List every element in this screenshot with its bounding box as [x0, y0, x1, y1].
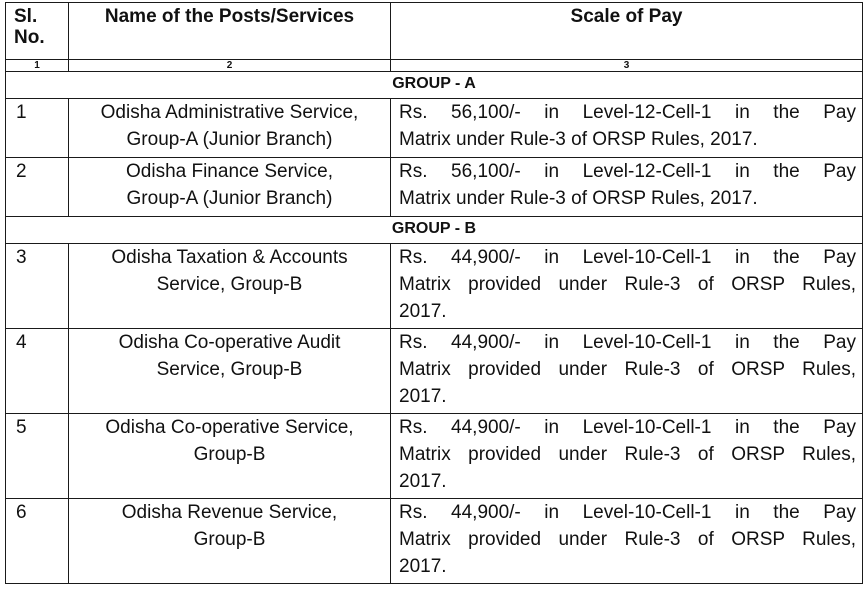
post-name-line: Service, Group-B: [156, 359, 303, 380]
table-row: [6, 158, 863, 217]
post-name-line: Group-A (Junior Branch): [126, 129, 333, 150]
row-scale-of-pay: [391, 99, 863, 158]
row-scale-of-pay: [391, 329, 863, 414]
row-post-name: [69, 329, 391, 414]
row-sl-number: 4: [6, 329, 69, 414]
pay-line: 2017.: [399, 471, 447, 492]
post-name-line: Group-A (Junior Branch): [126, 188, 333, 209]
post-name-line: Odisha Co-operative Audit: [118, 332, 341, 353]
post-name-line: Odisha Finance Service,: [126, 161, 333, 182]
post-name-line: Group-B: [193, 444, 266, 465]
group-header-row: [6, 72, 863, 99]
pay-line: Rs. 56,100/- in Level-12-Cell-1 in the Pay: [399, 102, 856, 123]
table-row: [6, 244, 863, 329]
pay-line: Rs. 44,900/- in Level-10-Cell-1 in the Pay: [399, 502, 856, 523]
pay-line: Matrix under Rule-3 of ORSP Rules, 2017.: [399, 188, 758, 209]
row-post-name: [69, 499, 391, 584]
post-name-line: Odisha Taxation & Accounts: [111, 247, 348, 268]
post-name-line: Service, Group-B: [156, 274, 303, 295]
post-name-line: Odisha Co-operative Service,: [105, 417, 354, 438]
column-number-3: 3: [391, 60, 863, 72]
row-sl-number: 6: [6, 499, 69, 584]
row-sl-number: 5: [6, 414, 69, 499]
row-post-name: [69, 244, 391, 329]
table-row: [6, 414, 863, 499]
sl-no-header: [6, 3, 69, 60]
pay-line: Matrix provided under Rule-3 of ORSP Rules,: [399, 359, 856, 380]
row-post-name: [69, 99, 391, 158]
pay-scale-table: [5, 2, 863, 584]
post-name-line: Odisha Administrative Service,: [100, 102, 359, 123]
row-scale-of-pay: [391, 414, 863, 499]
pay-line: Matrix provided under Rule-3 of ORSP Rules,: [399, 529, 856, 550]
table-row: [6, 99, 863, 158]
pay-line: Rs. 44,900/- in Level-10-Cell-1 in the Pay: [399, 247, 856, 268]
column-number-1: 1: [6, 60, 69, 72]
pay-line: 2017.: [399, 301, 447, 322]
pay-line: 2017.: [399, 556, 447, 577]
pay-line: Rs. 44,900/- in Level-10-Cell-1 in the Pay: [399, 417, 856, 438]
group-header-row: [6, 217, 863, 244]
column-number-2: 2: [69, 60, 391, 72]
post-name-line: Group-B: [193, 529, 266, 550]
pay-line: 2017.: [399, 386, 447, 407]
row-scale-of-pay: [391, 158, 863, 217]
row-scale-of-pay: [391, 499, 863, 584]
column-number-row: [6, 60, 863, 72]
post-name-line: Odisha Revenue Service,: [121, 502, 338, 523]
pay-line: Rs. 56,100/- in Level-12-Cell-1 in the Pay: [399, 161, 856, 182]
pay-line: Rs. 44,900/- in Level-10-Cell-1 in the Pay: [399, 332, 856, 353]
header-row: [6, 3, 863, 60]
sl-header-line2: No.: [14, 27, 45, 48]
row-post-name: [69, 414, 391, 499]
group-a-title: GROUP - A: [6, 72, 863, 99]
pay-line: Matrix provided under Rule-3 of ORSP Rules,: [399, 274, 856, 295]
row-sl-number: 3: [6, 244, 69, 329]
post-name-header: Name of the Posts/Services: [69, 3, 391, 60]
sl-header-line1: Sl.: [14, 6, 38, 27]
table-row: [6, 499, 863, 584]
row-post-name: [69, 158, 391, 217]
scale-of-pay-header: Scale of Pay: [391, 3, 863, 60]
row-sl-number: 2: [6, 158, 69, 217]
group-b-title: GROUP - B: [6, 217, 863, 244]
row-sl-number: 1: [6, 99, 69, 158]
pay-line: Matrix provided under Rule-3 of ORSP Rules,: [399, 444, 856, 465]
pay-line: Matrix under Rule-3 of ORSP Rules, 2017.: [399, 129, 758, 150]
row-scale-of-pay: [391, 244, 863, 329]
table-row: [6, 329, 863, 414]
